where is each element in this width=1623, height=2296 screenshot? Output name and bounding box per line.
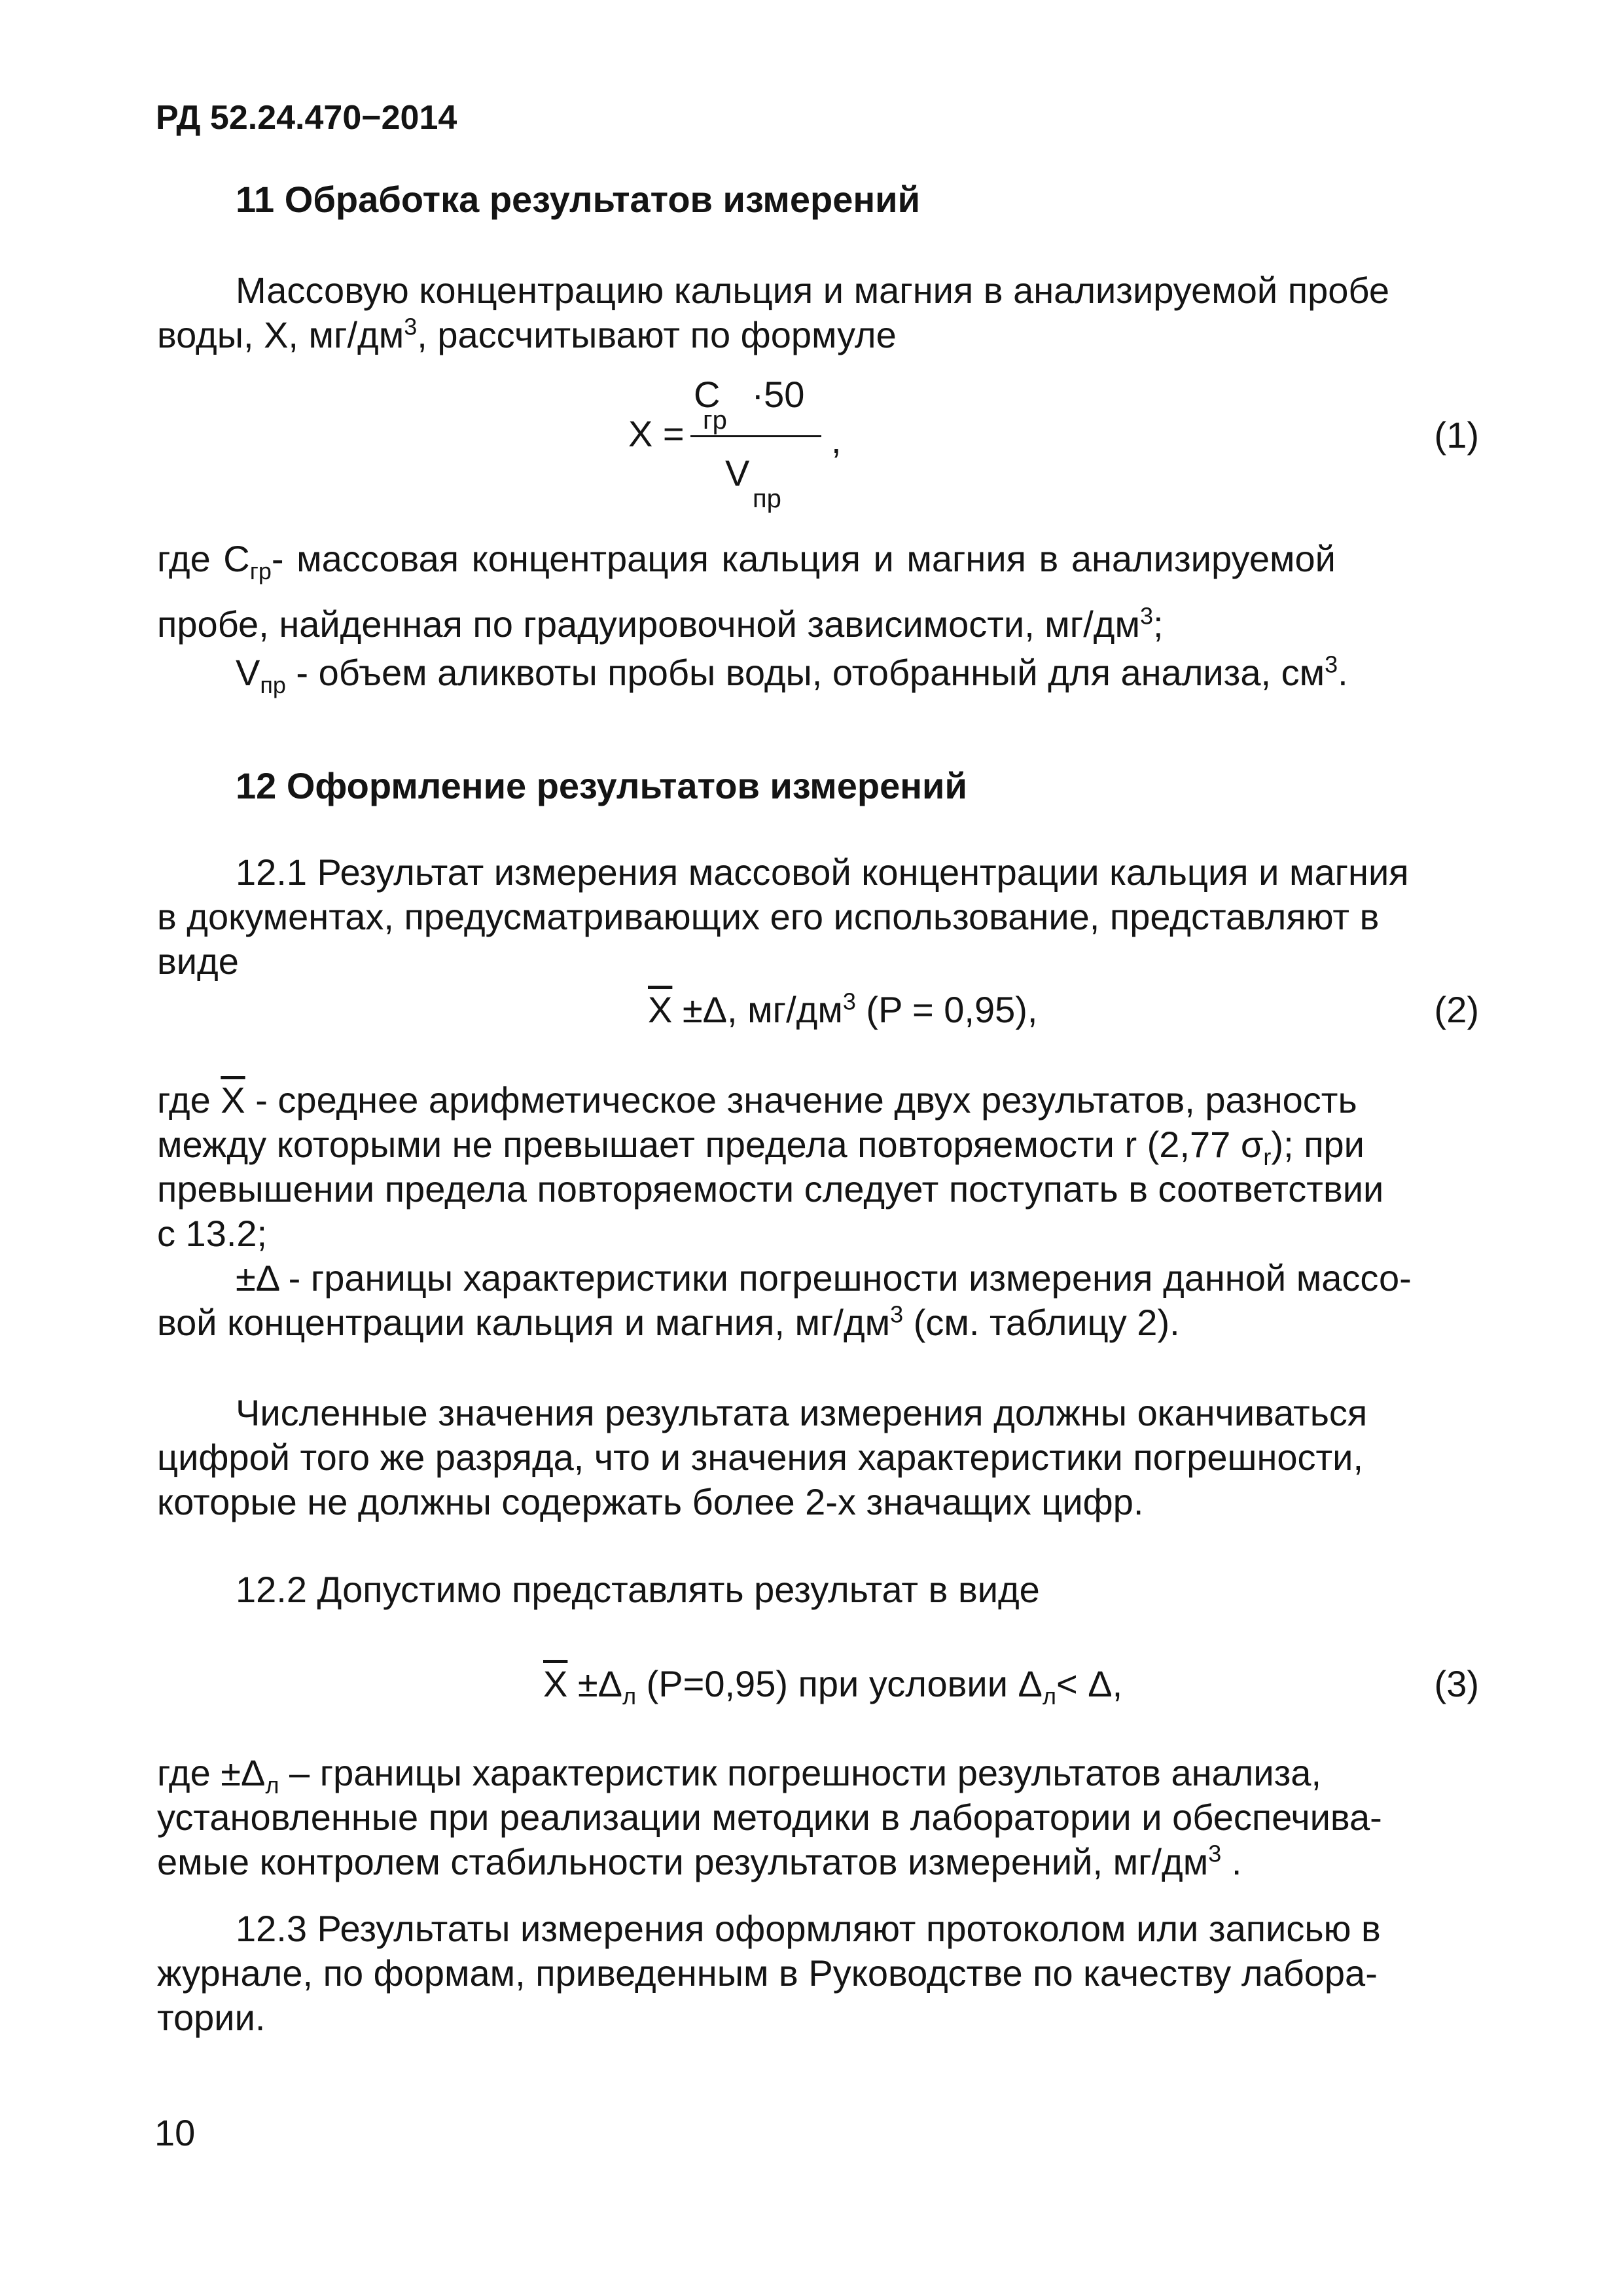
sec11-intro-line2: воды, X, $мг/дм^3$, рассчитывают по формуле — [157, 313, 897, 355]
p123-line3: тории. — [157, 1997, 266, 2038]
delta-line2: вой концентрации кальция и магния, $мг/дм^3$ (см. таблицу 2). — [157, 1300, 1180, 1343]
p123-line1: 12.3 Результаты измерения оформляют протоколом или записью в — [236, 1908, 1381, 1949]
formula-2-number: (2) — [1434, 989, 1479, 1030]
formula-1-lhs: X = — [628, 413, 685, 454]
where-x-line4: с 13.2; — [157, 1213, 268, 1254]
p121-line2: в документах, предусматривающих его использование, представляют в — [157, 896, 1380, 937]
document-code: РД 52.24.470−2014 — [156, 99, 457, 137]
page-number: 10 — [154, 2112, 196, 2153]
p121-line3: виде — [157, 941, 239, 982]
formula-1-number: (1) — [1434, 414, 1479, 456]
where-c-line1: где $C_{гр}-$ массовая концентрация кальция и магния в анализируемой — [157, 538, 1336, 585]
numeric-values-line3: которые не должны содержать более 2-х значащих цифр. — [157, 1481, 1144, 1522]
where-x-line3: превышении предела повторяемости следует поступать в соответствии — [157, 1168, 1384, 1210]
sec11-intro-line1: Массовую концентрацию кальция и магния в анализируемой пробе — [236, 270, 1389, 311]
formula-2: $\overline{X} \pm\Delta$, $мг/дм^3$ (P = 0,95), — [648, 988, 1038, 1030]
formula-3: $\overline{X} \pm\Delta_л$ (P=0,95) при условии $\Delta_л< \Delta$, — [543, 1663, 1123, 1710]
where-v-line: $V_{пр}$ - объем аликвоты пробы воды, отобранный для анализа, $см^3$. — [236, 651, 1348, 699]
where-x-line2: между которыми не превышает предела повторяемости r (2,77 $\sigma_r$); при — [157, 1124, 1364, 1171]
where-dl-line2: установленные при реализации методики в лаборатории и обеспечива- — [157, 1797, 1382, 1838]
formula-1-comma: , — [831, 420, 842, 461]
section-12-title: 12 Оформление результатов измерений — [236, 765, 967, 806]
numeric-values-line1: Численные значения результата измерения должны оканчиваться — [236, 1392, 1368, 1433]
formula-3-number: (3) — [1434, 1663, 1479, 1704]
numeric-values-line2: цифрой того же разряда, что и значения характеристики погрешности, — [157, 1437, 1364, 1478]
where-dl-line3: емые контролем стабильности результатов измерений, $мг/дм^3$ . — [157, 1840, 1242, 1882]
delta-line1: ±Δ - границы характеристики погрешности измерения данной массо- — [236, 1257, 1412, 1299]
formula-1-denominator: V пр — [725, 452, 781, 513]
where-dl-line1: где $\pm\Delta_л$ – границы характеристик погрешности результатов анализа, — [157, 1752, 1322, 1799]
p121-line1: 12.1 Результат измерения массовой концентрации кальция и магния — [236, 852, 1409, 893]
section-11-title: 11 Обработка результатов измерений — [236, 179, 921, 220]
where-c-line2: пробе, найденная по градуировочной зависимости, $мг/дм^3$; — [157, 602, 1164, 645]
p122: 12.2 Допустимо представлять результат в виде — [236, 1569, 1040, 1610]
p123-line2: журнале, по формам, приведенным в Руководстве по качеству лабора- — [157, 1952, 1378, 1994]
formula-1-numerator: C гр ·50 — [694, 374, 805, 435]
where-x-line1: где $\overline{X}$ - среднее арифметическое значение двух результатов, разность — [157, 1079, 1357, 1121]
formula-1-fraction-bar — [690, 435, 821, 437]
